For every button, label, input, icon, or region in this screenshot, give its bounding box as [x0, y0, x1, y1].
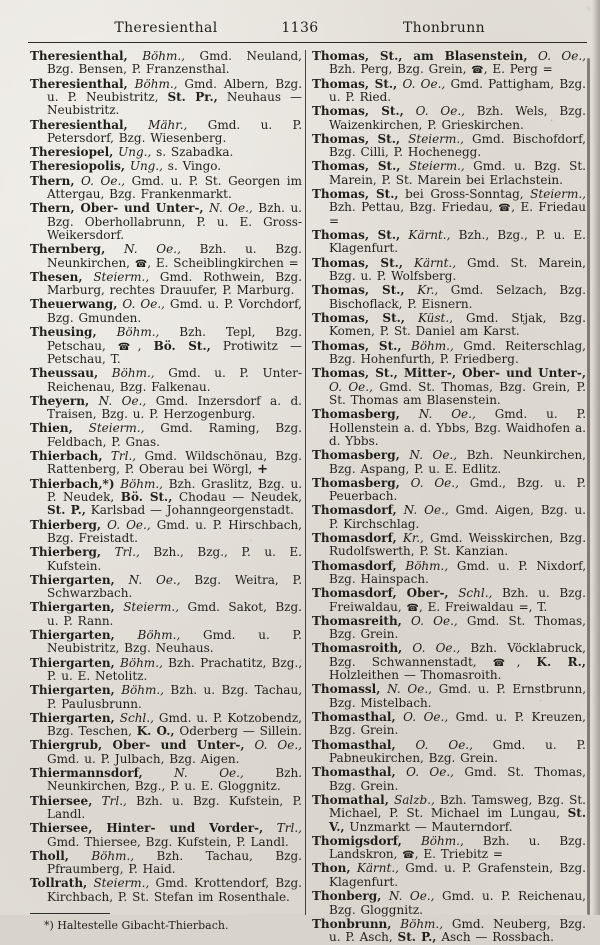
entry-region: Schl.,	[114, 710, 154, 725]
entry-headword: Thernberg,	[30, 242, 106, 257]
entry-region: Böhm.,	[96, 325, 160, 340]
entry-region: O. Oe.,	[74, 173, 126, 188]
entry-region: O. Oe.,	[395, 765, 454, 780]
entry-region: N. Oe.,	[105, 242, 181, 257]
telegraph-icon: ☎	[134, 258, 148, 270]
entry-region: Böhm.,	[114, 476, 163, 491]
gazetteer-entry	[30, 243, 302, 270]
gazetteer-entry	[30, 119, 302, 146]
entry-headword: Thomas, St.,	[312, 283, 405, 298]
entry-headword: Thomasdorf,	[312, 530, 397, 545]
entry-headword: Thomas, St.,	[312, 104, 404, 119]
entry-text: Bzh. Neunkirchen, Bzg., P. u. E. Gloggnitz.	[47, 766, 302, 794]
gazetteer-entry	[312, 835, 586, 862]
gazetteer-entry	[312, 408, 586, 448]
entry-text: Gmd. Weisskirchen, Bzg. Rudolfswerth, P. St. Kanzian.	[329, 530, 587, 559]
gazetteer-entry	[312, 50, 586, 77]
entry-text: , E. Scheiblingkirchen =	[147, 255, 299, 270]
entry-text: Bzh., Bzg., P. u. E. Klagenfurt.	[329, 228, 586, 256]
entry-region: Böhm.,	[391, 916, 444, 931]
entry-region: Steierm.,	[530, 187, 586, 202]
entry-text: Gmd. u. P. Ernstbrunn, Bzg. Mistelbach.	[329, 682, 587, 710]
entry-region: Steierm.,	[400, 159, 465, 174]
entry-text: Bzh. Graslitz, Bzg. u. P. Neudek,	[47, 476, 303, 504]
footnote-rule	[30, 913, 110, 914]
entry-headword: Thomas, St., Mitter-, Ober- und Unter-,	[312, 366, 586, 381]
gazetteer-entry	[30, 601, 302, 628]
entry-text: Bzh. Prachatitz, Bzg., P. u. E. Netolitz.	[47, 655, 303, 684]
entry-headword: Thon,	[312, 861, 351, 876]
entry-text: Gmd. u. P. Grafenstein, Bzg. Klagenfurt.	[329, 861, 586, 889]
header-rule	[28, 42, 587, 43]
column-divider	[305, 50, 306, 915]
entry-region: Trl.,	[92, 793, 127, 808]
running-head-left: Theresienthal	[114, 20, 218, 36]
entry-region: N. Oe.,	[381, 889, 435, 904]
gazetteer-entry	[312, 504, 586, 531]
entry-text: Bzh. u. Bzg. Tachau, P. Paulusbrunn.	[47, 683, 303, 711]
entry-headword: Thomas, St.,	[312, 310, 405, 325]
entry-headword: Thomasberg,	[312, 407, 400, 422]
gazetteer-entry	[30, 395, 302, 422]
entry-region: O. Oe.,	[399, 475, 459, 490]
entry-bold-text: St. P.,	[47, 503, 86, 518]
entry-headword: Thomasroith,	[312, 641, 403, 656]
entry-region: N. Oe.,	[399, 448, 458, 463]
entry-text: Gmd. Bischofdorf, Bzg. Cilli, P. Hochenegg.	[329, 131, 586, 160]
gazetteer-entry	[312, 449, 586, 476]
entry-headword: Thomasthal,	[312, 765, 396, 780]
gazetteer-entry	[312, 160, 586, 187]
entry-region: Böhm.,	[401, 833, 464, 848]
cross-icon: +	[257, 462, 269, 478]
entry-region: Kr.,	[396, 530, 424, 545]
entry-text: Bzh. Vöcklabruck, Bzg. Schwannenstadt,	[329, 641, 586, 669]
gazetteer-entry	[312, 105, 586, 132]
entry-text: Bzh. u. Bzg. Landskron,	[329, 833, 586, 862]
telegraph-icon: ☎	[117, 341, 138, 353]
entry-headword: Thiergarten,	[30, 655, 115, 670]
entry-region: Ung.,	[125, 159, 163, 174]
entry-headword: Thierbach,*)	[30, 476, 115, 491]
entry-bold-text: St. Pr.,	[167, 90, 218, 105]
entry-region: O. Oe.,	[395, 710, 449, 725]
gazetteer-entry	[30, 478, 302, 518]
entry-region: Kärnt.,	[350, 861, 399, 876]
entry-text: Gmd. u. P. Nixdorf, Bzg. Hainspach.	[329, 558, 587, 586]
gazetteer-entry	[312, 766, 586, 793]
entry-text: Gmd. Reiterschlag, Bzg. Hohenfurth, P. Friedberg.	[329, 338, 586, 366]
entry-text: Bzh. Pettau, Bzg. Friedau,	[329, 200, 499, 215]
entry-text: Gmd. u. P. Kotzobendz, Bzg. Teschen,	[47, 710, 302, 739]
gazetteer-entry	[30, 877, 302, 904]
entry-bold-text: Bö. St.,	[120, 489, 173, 504]
entry-text: s. Vingo.	[162, 159, 222, 174]
footnote: *) Haltestelle Gibacht-Thierbach.	[44, 919, 229, 933]
entry-text: Bzh. Neunkirchen, Bzg. Aspang, P. u. E. Edlitz.	[329, 448, 586, 476]
entry-text: s. Szabadka.	[151, 145, 234, 160]
gazetteer-entry	[312, 587, 586, 614]
entry-headword: Thiergarten,	[30, 628, 115, 642]
entry-region: Böhm.,	[68, 848, 135, 863]
entry-region: Böhm.,	[396, 558, 449, 573]
entry-text: Protiwitz — Petschau, T.	[47, 338, 302, 366]
gazetteer-entry	[30, 850, 302, 877]
gazetteer-entry	[30, 574, 302, 601]
gazetteer-entry	[30, 326, 302, 366]
entry-region: O. Oe.,	[101, 517, 151, 532]
gazetteer-entry	[312, 711, 586, 738]
gazetteer-entry	[30, 78, 302, 118]
entry-text: Gmd. Inzersdorf a. d. Traisen, Bzg. u. P. Herzogenburg.	[47, 393, 302, 422]
entry-headword: Thiergarten,	[30, 572, 115, 587]
entry-text: Gmd. Albern, Bzg. u. P. Neubistritz,	[47, 76, 303, 105]
gazetteer-entry	[312, 229, 586, 256]
entry-headword: Thern, Ober- und Unter-,	[30, 201, 204, 216]
entry-text: , E. Perg =	[483, 62, 553, 77]
entry-headword: Thomigsdorf,	[312, 833, 402, 848]
entry-text: Bzh. Perg, Bzg. Grein,	[329, 62, 472, 77]
entry-headword: Thonbrunn,	[312, 916, 392, 931]
telegraph-icon: ☎	[402, 850, 415, 862]
entry-text: Gmd. u. P. Hirschbach, Bzg. Freistadt.	[47, 517, 302, 545]
entry-text: Gmd. u. P. Julbach, Bzg. Aigen.	[47, 751, 240, 766]
entry-text: Gmd. Neuberg, Bzg. u. P. Asch,	[329, 916, 586, 945]
running-head-right: Thonbrunn	[402, 20, 486, 36]
telegraph-icon: ☎	[498, 203, 512, 215]
entry-region: O. Oe.,	[329, 379, 373, 394]
entry-text: Gmd. Pattigham, Bzg. u. P. Ried.	[329, 76, 586, 105]
entry-headword: Thomassl,	[312, 682, 381, 697]
gazetteer-entry	[30, 795, 302, 822]
gazetteer-entry	[312, 78, 586, 105]
entry-region: Böhm.,	[114, 628, 181, 642]
entry-region: Steierm.,	[82, 269, 150, 284]
gazetteer-entry	[312, 794, 586, 834]
entry-text: Gmd. Wildschönau, Bzg. Rattenberg, P. Oberau bei Wörgl,	[47, 448, 302, 477]
entry-headword: Thomas, St.,	[312, 187, 399, 202]
telegraph-icon: ☎	[492, 657, 517, 669]
entry-region: N. Oe.,	[396, 503, 449, 518]
entry-headword: Thomasdorf,	[312, 503, 397, 518]
entry-text: Bzh. u. Bzg. Freiwaldau,	[329, 586, 586, 614]
telegraph-icon: ☎	[471, 65, 484, 77]
entry-headword: Thomasthal,	[312, 710, 396, 725]
entry-text: Gmd. Aigen, Bzg. u. P. Kirchschlag.	[329, 503, 586, 531]
entry-headword: Thomas, St.,	[312, 131, 401, 146]
gazetteer-entry	[312, 284, 586, 311]
column-right	[312, 49, 587, 945]
entry-bold-text: St. P.,	[397, 930, 437, 945]
gazetteer-entry	[312, 188, 586, 228]
entry-region: Böhm.,	[401, 338, 454, 353]
gazetteer-entry	[30, 146, 302, 159]
entry-headword: Tholl,	[30, 848, 69, 863]
entry-text: , E. Freiwaldau =, T.	[418, 599, 548, 614]
entry-text: Karlsbad — Johanngeorgenstadt.	[85, 503, 294, 518]
entry-region: O. Oe.,	[401, 613, 458, 628]
entry-headword: Thierberg,	[30, 545, 102, 560]
gazetteer-entry	[30, 629, 302, 656]
gazetteer-entry	[312, 739, 586, 766]
entry-region: O. Oe.,	[527, 49, 586, 63]
gazetteer-entry	[312, 560, 586, 587]
entry-text: Bzh. Tamsweg, Bzg. St. Michael, P. St. Michael im Lungau,	[329, 792, 586, 821]
entry-region: Böhm.,	[114, 683, 164, 698]
column-left	[30, 49, 303, 933]
gazetteer-entry	[312, 133, 586, 160]
entry-headword: Thomasberg,	[312, 475, 400, 490]
entry-text: Gmd. u. P. Kreuzen, Bzg. Grein.	[329, 710, 586, 738]
entry-text: Gmd. u. P. Unter-Reichenau, Bzg. Falkenau.	[47, 366, 303, 394]
entry-headword: Thiersee,	[30, 793, 93, 808]
gazetteer-entry	[30, 50, 302, 77]
entry-headword: Thomasthal,	[312, 737, 396, 752]
entry-headword: Thomathal,	[312, 792, 389, 807]
entry-region: N. Oe.,	[399, 407, 476, 422]
gazetteer-entry	[312, 683, 586, 710]
entry-text: Gmd. Thiersee, Bzg. Kufstein, P. Landl.	[47, 834, 289, 849]
entry-headword: Theusing,	[30, 325, 97, 340]
gazetteer-entry	[312, 918, 586, 945]
gazetteer-entry	[30, 160, 302, 173]
gazetteer-entry	[30, 298, 302, 325]
two-column-text	[30, 49, 587, 945]
entry-text: Gmd. Krottendorf, Bzg. Kirchbach, P. St. Stefan im Rosenthale.	[47, 876, 302, 904]
entry-text: Gmd. u. P. Hollenstein a. d. Ybbs, Bzg. Waidhofen a. d. Ybbs.	[329, 407, 587, 448]
entry-text: Gmd., Bzg. u. P. Peuerbach.	[329, 475, 586, 504]
gazetteer-entry	[312, 257, 586, 284]
entry-region: N. Oe.,	[114, 572, 181, 587]
entry-region: Mähr.,	[127, 117, 188, 132]
entry-headword: Thomas, St.,	[312, 159, 401, 174]
entry-region: Böhm.,	[114, 655, 163, 670]
entry-text: Bzg. Weitra, P. Schwarzbach.	[47, 572, 303, 601]
entry-headword: Thiermannsdorf,	[30, 766, 143, 781]
entry-region: N. Oe.,	[380, 682, 432, 697]
entry-text: Bzh. u. Bzg. Oberhollabrunn, P. u. E. Gross-Weikersdorf.	[47, 201, 302, 243]
entry-text: Asch — Rossbach.	[436, 930, 554, 945]
entry-text: Gmd. u. Bzg. St. Marein, P. St. Marein bei Erlachstein.	[329, 159, 586, 187]
entry-region: Steierm.,	[72, 421, 145, 436]
gazetteer-entry	[30, 271, 302, 298]
page-gutter-shadow	[587, 58, 590, 915]
entry-headword: Thonberg,	[312, 889, 382, 904]
gazetteer-entry	[30, 684, 302, 711]
entry-region: Kärnt.,	[403, 255, 457, 270]
entry-text: Neuhaus — Neubistritz.	[47, 90, 302, 118]
entry-headword: Thomas, St.,	[312, 255, 403, 270]
entry-text: Gmd. u. P. Reichenau, Bzg. Gloggnitz.	[329, 889, 586, 917]
entry-region: O. Oe.,	[403, 104, 465, 119]
entry-bold-text: K. O.,	[136, 724, 175, 739]
entry-region: N. Oe.,	[142, 766, 244, 781]
entry-headword: Tollrath,	[30, 876, 88, 891]
entry-headword: Theresiopel,	[30, 145, 114, 160]
entry-text: Gmd. u. P. Petersdorf, Bzg. Wiesenberg.	[47, 117, 303, 146]
entry-text: ,	[516, 654, 537, 669]
entry-region: Böhm.,	[127, 49, 185, 63]
gazetteer-entry	[30, 202, 302, 242]
entry-text: Gmd. St. Marein, Bzg. u. P. Wolfsberg.	[329, 255, 586, 284]
entry-text: ,	[137, 338, 154, 353]
entry-text: Gmd. Stjak, Bzg. Komen, P. St. Daniel am Karst.	[329, 310, 586, 339]
entry-region: Steierm.,	[400, 131, 464, 146]
entry-region: Ung.,	[113, 145, 152, 160]
entry-region: N. Oe.,	[89, 393, 147, 408]
entry-headword: Thierberg,	[30, 517, 102, 532]
gazetteer-entry	[312, 477, 586, 504]
entry-text: Unzmarkt — Mauterndorf.	[344, 819, 513, 834]
gazetteer-entry	[30, 657, 302, 684]
gazetteer-entry	[312, 367, 586, 407]
gazetteer-entry	[30, 367, 302, 394]
telegraph-icon: ☎	[406, 602, 419, 614]
entry-headword: Theyern,	[30, 393, 90, 408]
entry-region: Salzb.,	[388, 792, 435, 807]
entry-headword: Thesen,	[30, 269, 83, 284]
entry-region: Böhm.,	[127, 76, 178, 91]
entry-region: O. Oe.,	[395, 737, 473, 752]
entry-headword: Thomas, St.,	[312, 76, 398, 91]
entry-headword: Thomasdorf,	[312, 558, 397, 573]
entry-text: Chodau — Neudek,	[172, 489, 302, 504]
entry-headword: Thiersee, Hinter- und Vorder-,	[30, 821, 264, 836]
entry-text: Gmd. Rothwein, Bzg. Marburg, rechtes Drauufer, P. Marburg.	[47, 269, 302, 298]
gazetteer-entry	[312, 862, 586, 889]
entry-text: , E. Triebitz =	[414, 847, 503, 862]
entry-region: O. Oe.,	[402, 641, 461, 656]
entry-region: Trl.,	[102, 448, 137, 463]
entry-text: Gmd. u. P. Vorchdorf, Bzg. Gmunden.	[47, 297, 302, 325]
entry-region: Steierm.,	[87, 876, 150, 891]
entry-headword: Thiergarten,	[30, 710, 115, 725]
entry-text: Gmd. Sakot, Bzg. u. P. Rann.	[47, 600, 302, 628]
entry-region: N. Oe.,	[203, 201, 253, 216]
entry-text: Gmd. Raming, Bzg. Feldbach, P. Gnas.	[47, 421, 302, 449]
entry-text: Gmd. Selzach, Bzg. Bischoflack, P. Eisnern.	[329, 283, 586, 311]
entry-headword: Thomasreith,	[312, 613, 402, 628]
entry-text: Gmd. Neuland, Bzg. Bensen, P. Franzensthal.	[47, 49, 302, 77]
gazetteer-entry	[30, 422, 302, 449]
gazetteer-entry	[312, 312, 586, 339]
entry-headword: Thierbach,	[30, 448, 103, 463]
gazetteer-entry	[30, 175, 302, 202]
entry-headword: Theresiopolis,	[30, 159, 126, 174]
entry-headword: Thomasdorf, Ober-,	[312, 586, 449, 601]
gazetteer-entry	[312, 340, 586, 367]
entry-region: O. Oe.,	[244, 738, 302, 753]
entry-text: Bzh. Tachau, Bzg. Pfraumberg, P. Haid.	[47, 848, 302, 877]
entry-text: Holzleithen — Thomasroith.	[329, 668, 502, 683]
entry-headword: Thiergrub, Ober- und Unter-,	[30, 738, 245, 753]
entry-text: Gmd. St. Thomas, Bzg. Grein.	[329, 613, 586, 642]
gazetteer-entry	[30, 822, 302, 849]
entry-text: Gmd. u. P. Pabneukirchen, Bzg. Grein.	[329, 737, 587, 766]
gazetteer-entry	[30, 450, 302, 477]
gazetteer-entry	[30, 519, 302, 546]
entry-text: , E. Friedau =	[329, 200, 586, 228]
entry-headword: Thiergarten,	[30, 683, 115, 698]
entry-text: Bzh. Wels, Bzg. Waizenkirchen, P. Grieskirchen.	[329, 104, 586, 132]
entry-region: O. Oe.,	[117, 297, 165, 312]
gazetteer-entry	[312, 615, 586, 642]
entry-headword: Theresienthal,	[30, 76, 128, 91]
entry-text: Bzh. u. Bzg. Neunkirchen,	[47, 242, 303, 270]
page-number: 1136	[281, 20, 319, 36]
entry-headword: Thien,	[30, 421, 73, 436]
entry-text: Gmd. u. P. St. Georgen im Attergau, Bzg. Frankenmarkt.	[47, 173, 302, 202]
scan-edge-shadow	[592, 0, 600, 915]
paper-specks	[0, 0, 1, 1]
entry-text: Gmd. St. Thomas, Bzg. Grein.	[329, 765, 586, 793]
entry-region: Steierm.,	[114, 600, 180, 615]
entry-text: Oderberg — Sillein.	[174, 724, 302, 739]
entry-region: Schl.,	[448, 586, 493, 601]
gazetteer-entry	[312, 532, 586, 559]
gazetteer-entry	[312, 890, 586, 917]
gazetteer-entry	[30, 546, 302, 573]
entry-headword: Thomas, St.,	[312, 228, 401, 243]
entry-headword: Thern,	[30, 173, 75, 188]
entry-bold-text: K. R.,	[536, 654, 586, 669]
entry-headword: Theresienthal,	[30, 49, 128, 63]
entry-headword: Thomas, St., am Blasenstein,	[312, 49, 528, 63]
entry-headword: Theresienthal,	[30, 117, 128, 132]
entry-text: Gmd. u. P. Neubistritz, Bzg. Neuhaus.	[47, 628, 302, 656]
entry-region: O. Oe.,	[397, 76, 446, 91]
entry-headword: Thomasberg,	[312, 448, 400, 463]
entry-region: Trl.,	[101, 545, 140, 560]
entry-headword: Thomas, St.,	[312, 338, 402, 353]
entry-region: Böhm.,	[98, 366, 155, 381]
entry-bold-text: Bö. St.,	[153, 338, 211, 353]
entry-text: bei Gross-Sonntag,	[398, 187, 531, 202]
entry-headword: Theuerwang,	[30, 297, 118, 312]
gazetteer-entry	[30, 739, 302, 766]
entry-text: Gmd. St. Thomas, Bzg. Grein, P. St. Thomas am Blasenstein.	[329, 379, 586, 407]
entry-region: Kärnt.,	[400, 228, 451, 243]
entry-text: Bzh., Bzg., P. u. E. Kufstein.	[47, 545, 302, 573]
gazetteer-entry	[312, 642, 586, 682]
entry-headword: Thiergarten,	[30, 600, 115, 615]
entry-headword: Theussau,	[30, 366, 99, 381]
entry-region: Küst.,	[404, 310, 453, 325]
entry-region: Kr.,	[404, 283, 439, 298]
entry-text: Bzh. Tepl, Bzg. Petschau,	[47, 325, 302, 353]
entry-bold-text: St. V.,	[329, 806, 586, 834]
entry-text: Bzh. u. Bzg. Kufstein, P. Landl.	[47, 793, 302, 822]
gazetteer-entry	[30, 767, 302, 794]
gazetteer-entry	[30, 712, 302, 739]
entry-region: Trl.,	[263, 821, 302, 836]
